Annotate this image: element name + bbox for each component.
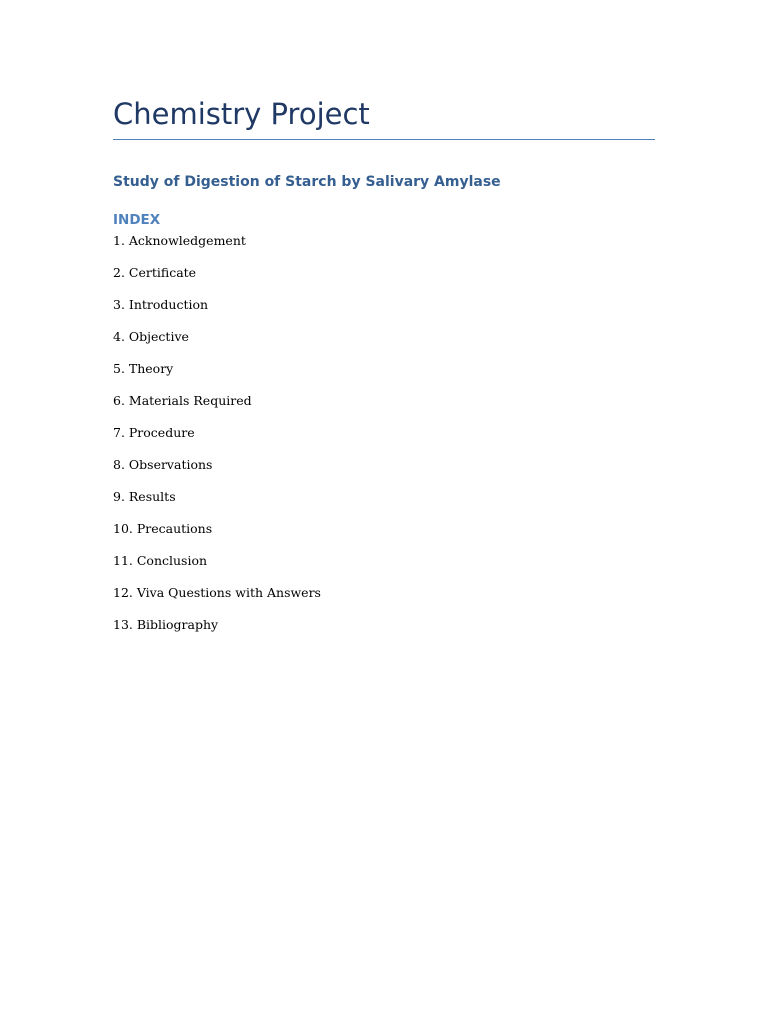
document-subtitle: Study of Digestion of Starch by Salivary Amylase: [113, 174, 501, 190]
index-item-conclusion: 11. Conclusion: [113, 553, 208, 568]
index-item-procedure: 7. Procedure: [113, 425, 195, 440]
index-heading: INDEX: [113, 212, 161, 228]
index-item-certificate: 2. Certificate: [113, 265, 197, 280]
document-title: Chemistry Project: [113, 97, 370, 131]
index-item-observations: 8. Observations: [113, 457, 213, 472]
index-item-bibliography: 13. Bibliography: [113, 617, 219, 632]
title-underline-rule: [113, 139, 655, 140]
index-item-precautions: 10. Precautions: [113, 521, 213, 536]
index-list: [113, 232, 321, 648]
index-item-acknowledgement: 1. Acknowledgement: [113, 233, 246, 248]
index-item-viva-questions: 12. Viva Questions with Answers: [113, 585, 321, 600]
index-item-results: 9. Results: [113, 489, 176, 504]
index-item-materials-required: 6. Materials Required: [113, 393, 252, 408]
index-item-introduction: 3. Introduction: [113, 297, 209, 312]
index-item-objective: 4. Objective: [113, 329, 189, 344]
index-item-theory: 5. Theory: [113, 361, 174, 376]
